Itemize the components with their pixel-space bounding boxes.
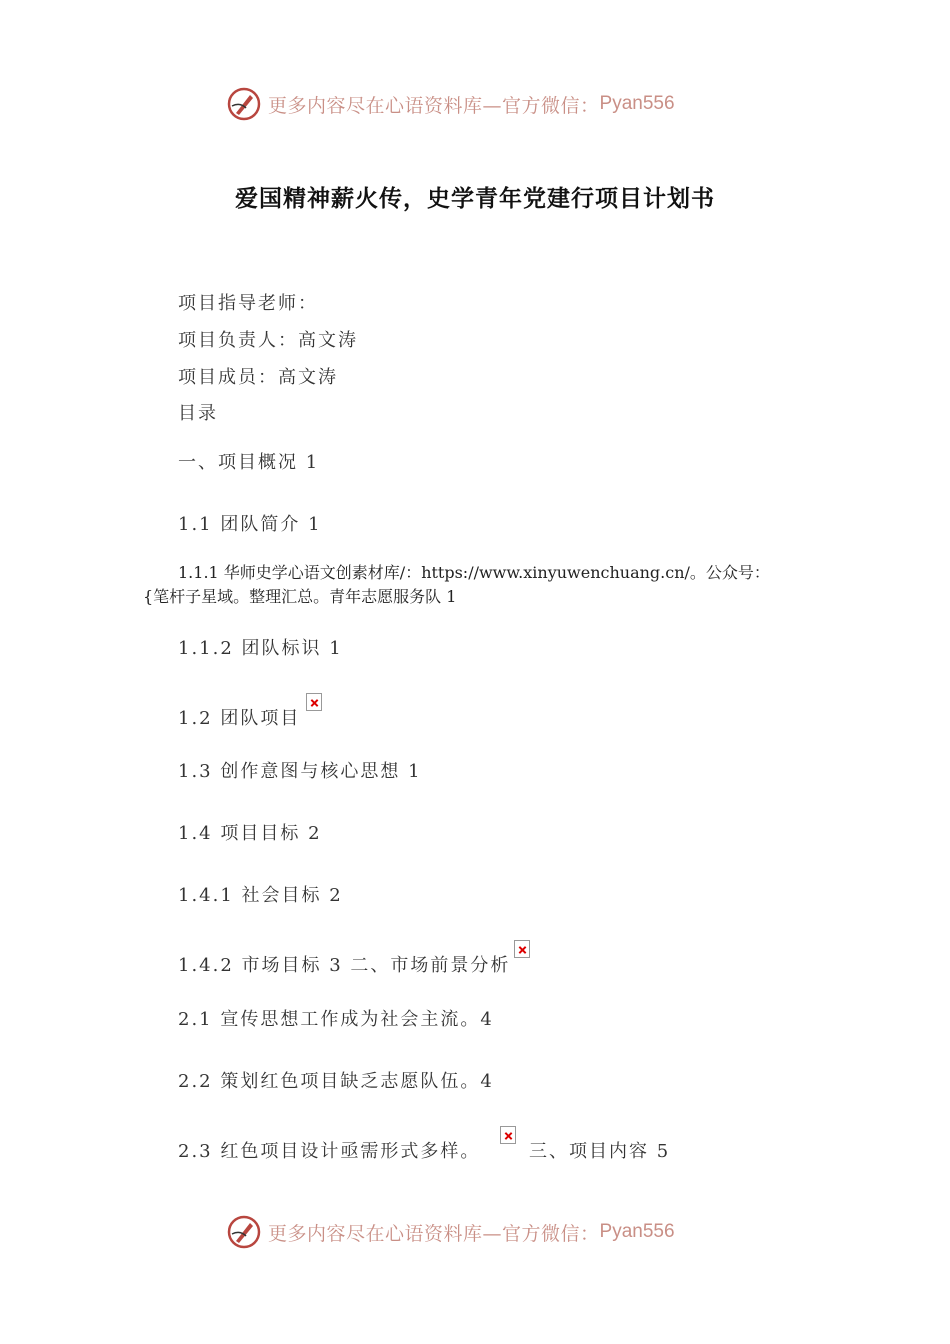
toc-item: 一、项目概况 1 (178, 452, 320, 473)
toc-item: 2.2 策划红色项目缺乏志愿队伍。4 (178, 1071, 494, 1092)
advisor-line: 项目指导老师： (178, 293, 318, 314)
banner-wechat-id: Pyan556 (599, 93, 675, 114)
toc-item-multiline (143, 561, 823, 609)
broken-image-icon (306, 693, 322, 711)
header-banner (226, 84, 675, 124)
document-title: 爱国精神薪火传，史学青年党建行项目计划书 (235, 186, 715, 212)
toc-item: 1.4.2 市场目标 3 二、市场前景分析 (178, 955, 511, 976)
toc-item: 2.3 红色项目设计亟需形式多样。 (178, 1141, 481, 1162)
toc-item: 1.2 团队项目 (178, 708, 301, 729)
toc-item-line1: 1.1.1 华师史学心语文创素材库/：https://www.xinyuwenchuang.cn/。公众号： (178, 563, 770, 582)
broken-image-icon (514, 940, 530, 958)
pen-logo-icon (226, 86, 262, 122)
pen-logo-icon (226, 1214, 262, 1250)
footer-banner (226, 1212, 675, 1252)
toc-item: 2.1 宣传思想工作成为社会主流。4 (178, 1009, 494, 1030)
broken-image-icon (500, 1126, 516, 1144)
toc-item-line2: {笔杆子星域。整理汇总。青年志愿服务队 1 (143, 587, 457, 606)
toc-item: 1.3 创作意图与核心思想 1 (178, 761, 422, 782)
toc-item: 1.1.2 团队标识 1 (178, 638, 343, 659)
members-line: 项目成员：高文涛 (178, 367, 338, 388)
leader-line: 项目负责人：高文涛 (178, 330, 358, 351)
toc-item: 1.4 项目目标 2 (178, 823, 322, 844)
toc-item: 1.1 团队简介 1 (178, 514, 322, 535)
toc-heading: 目录 (178, 403, 218, 424)
banner-text: 更多内容尽在心语资料库—官方微信： (268, 1222, 600, 1245)
banner-text: 更多内容尽在心语资料库—官方微信： (268, 94, 600, 117)
toc-item: 三、项目内容 5 (529, 1141, 671, 1162)
banner-wechat-id: Pyan556 (599, 1221, 675, 1242)
toc-item: 1.4.1 社会目标 2 (178, 885, 343, 906)
